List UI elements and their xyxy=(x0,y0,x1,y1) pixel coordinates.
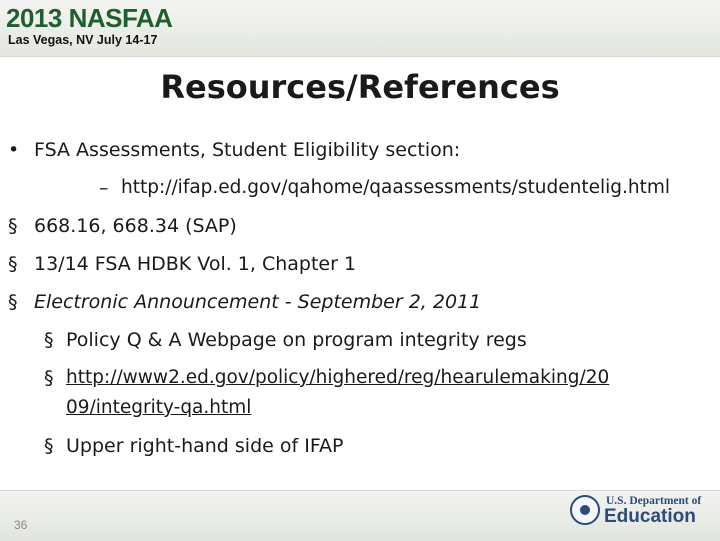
department-logo-text: Education xyxy=(604,506,696,527)
page-number: 36 xyxy=(14,518,28,532)
slide-title: Resources/References xyxy=(160,68,560,106)
list-item-text: http://ifap.ed.gov/qahome/qaassessments/studentelig.html xyxy=(121,177,671,198)
section-bullet-icon: § xyxy=(8,215,18,237)
list-item-text: 13/14 FSA HDBK Vol. 1, Chapter 1 xyxy=(34,253,357,275)
list-item-text: FSA Assessments, Student Eligibility section: xyxy=(34,139,461,161)
bullet-icon: • xyxy=(8,139,20,161)
dash-icon: – xyxy=(99,177,109,199)
conference-title: 2013 NASFAA xyxy=(6,3,173,33)
list-item-text: Electronic Announcement - September 2, 2011 xyxy=(34,291,482,313)
section-bullet-icon: § xyxy=(8,253,18,275)
list-item-text: Upper right-hand side of IFAP xyxy=(66,435,344,457)
section-bullet-icon: § xyxy=(44,367,54,389)
section-bullet-icon: § xyxy=(44,329,54,351)
integrity-link[interactable]: http://www2.ed.gov/policy/highered/reg/hearulemaking/20 xyxy=(66,367,610,388)
seal-icon xyxy=(570,495,600,525)
department-name: U.S. Department of xyxy=(606,495,702,507)
section-bullet-icon: § xyxy=(44,435,54,457)
conference-subtitle: Las Vegas, NV July 14-17 xyxy=(8,33,158,47)
integrity-link-continued[interactable]: 09/integrity-qa.html xyxy=(66,397,252,418)
section-bullet-icon: § xyxy=(8,291,18,313)
list-item-text: 668.16, 668.34 (SAP) xyxy=(34,215,237,237)
header-banner xyxy=(0,0,720,57)
list-item-text: Policy Q & A Webpage on program integrity regs xyxy=(66,329,527,351)
